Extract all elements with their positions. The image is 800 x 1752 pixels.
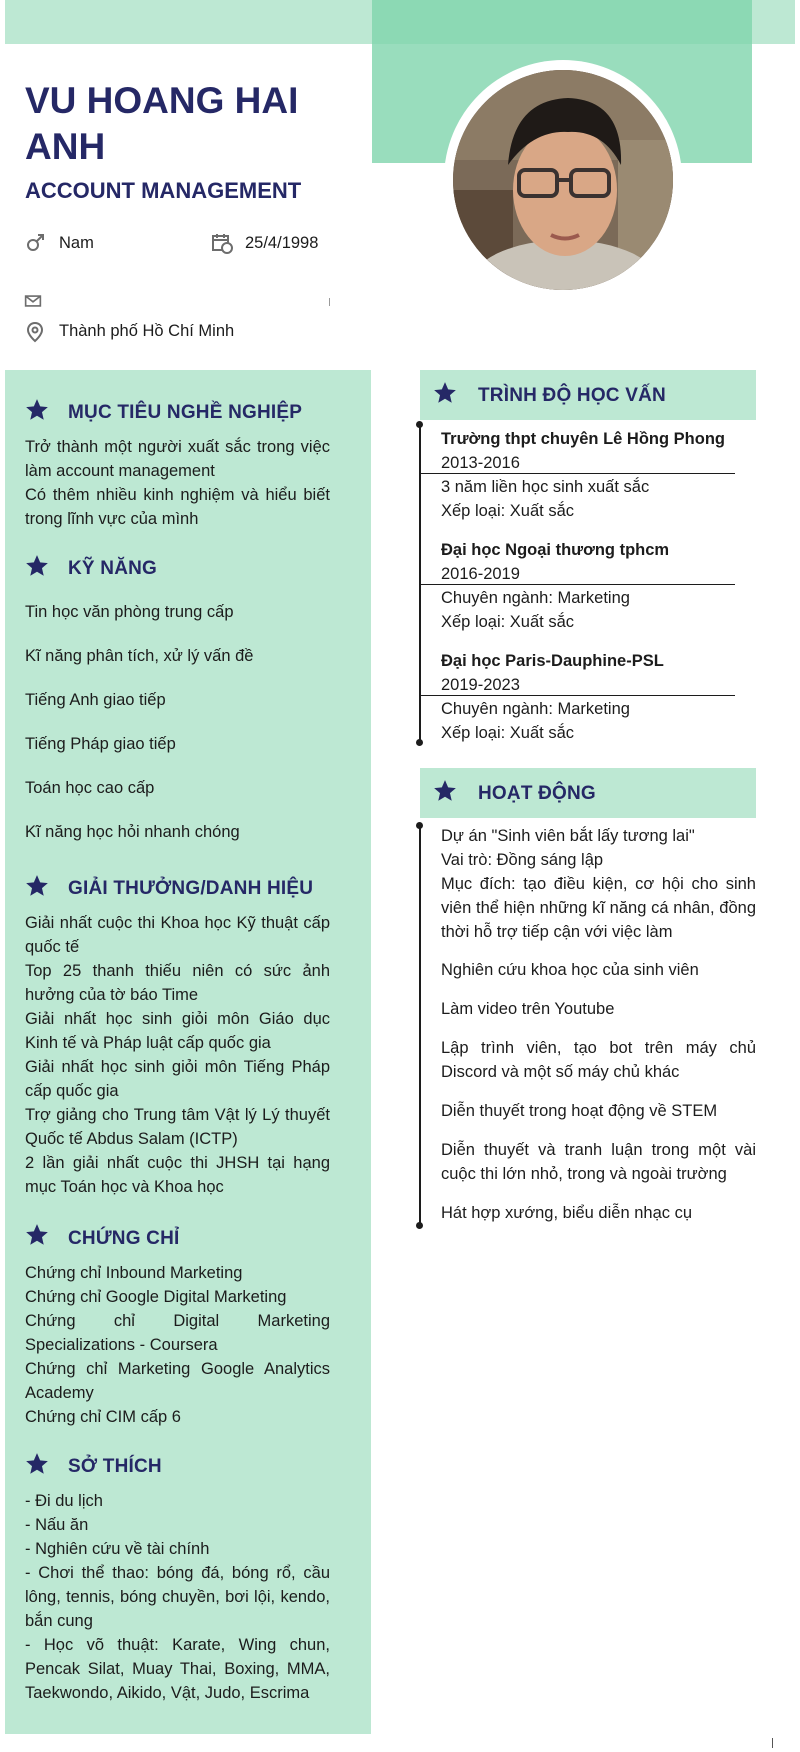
location-value: Thành phố Hồ Chí Minh [59,322,235,340]
activity-item: Lập trình viên, tạo bot trên máy chủ Discord và một số máy chủ khác [441,1039,756,1081]
education-school: Trường thpt chuyên Lê Hồng Phong [441,430,725,448]
timeline-dot [416,421,423,428]
mail-icon [24,292,42,310]
education-entry [441,538,751,586]
activities-timeline [419,825,421,1225]
education-detail: Chuyên ngành: Marketing [441,589,630,607]
star-icon [24,553,50,579]
education-divider [421,473,735,474]
skill-item: Kĩ năng phân tích, xử lý vấn đề [25,647,254,665]
skill-item: Tiếng Anh giao tiếp [25,691,166,709]
activity-project-purpose: Mục đích: tạo điều kiện, cơ hội cho sinh viên thể hiện những kĩ năng cá nhân, đồng thời hỗ trợ tiếp cận với việc làm [441,875,756,941]
education-divider [421,695,735,696]
activity-item: Hát hợp xướng, biểu diễn nhạc cụ [441,1204,693,1222]
star-icon [432,778,458,804]
education-entry [441,649,751,697]
education-detail: 3 năm liền học sinh xuất sắc [441,478,650,496]
gender-value: Nam [59,234,94,252]
education-divider [421,584,735,585]
email-field-end [329,298,330,306]
section-title-activities: HOẠT ĐỘNG [478,783,596,804]
candidate-role: ACCOUNT MANAGEMENT [25,178,302,203]
certificate-item: Chứng chỉ Digital Marketing Specializations - Coursera [25,1312,330,1354]
education-detail: Xếp loại: Xuất sắc [441,724,574,742]
education-detail: Chuyên ngành: Marketing [441,700,630,718]
star-icon [24,1451,50,1477]
activity-project-role: Vai trò: Đồng sáng lập [441,851,604,869]
hobby-item: - Nghiên cứu về tài chính [25,1540,210,1558]
star-icon [24,1222,50,1248]
award-item: Giải nhất học sinh giỏi môn Giáo dục Kinh tế và Pháp luật cấp quốc gia [25,1010,330,1052]
section-title-certificates: CHỨNG CHỈ [68,1228,180,1249]
gender-icon [24,232,46,254]
section-title-skills: KỸ NĂNG [68,558,158,579]
certificate-item: Chứng chỉ Marketing Google Analytics Academy [25,1360,330,1402]
skill-item: Tiếng Pháp giao tiếp [25,735,176,753]
activity-item: Diễn thuyết và tranh luận trong một vài cuộc thi lớn nhỏ, trong và ngoài trường [441,1141,756,1183]
section-title-education: TRÌNH ĐỘ HỌC VẤN [478,385,666,406]
education-details [441,697,751,745]
activity-project [441,824,756,944]
candidate-name: VU HOANG HAI ANH [25,80,299,167]
activity-item: Diễn thuyết trong hoạt động về STEM [441,1102,718,1120]
star-icon [432,380,458,406]
timeline-dot [416,1222,423,1229]
birthday-value: 25/4/1998 [245,234,319,252]
certificate-item: Chứng chỉ CIM cấp 6 [25,1408,181,1426]
education-years: 2019-2023 [441,676,520,694]
award-item: Giải nhất cuộc thi Khoa học Kỹ thuật cấp quốc tế [25,914,330,956]
skill-item: Tin học văn phòng trung cấp [25,603,234,621]
objective-line: Trở thành một người xuất sắc trong việc làm account management [25,438,330,480]
education-details [441,475,751,523]
objective-line: Có thêm nhiều kinh nghiệm và hiểu biết trong lĩnh vực của mình [25,486,330,528]
hobby-item: - Nấu ăn [25,1516,89,1534]
timeline-dot [416,822,423,829]
education-years: 2013-2016 [441,454,520,472]
education-detail: Xếp loại: Xuất sắc [441,613,574,631]
awards-list [25,911,330,1199]
education-school: Đại học Ngoại thương tphcm [441,541,670,559]
section-title-objective: MỤC TIÊU NGHỀ NGHIỆP [68,402,303,423]
timeline-dot [416,739,423,746]
location-pin-icon [24,321,46,343]
skill-item: Kĩ năng học hỏi nhanh chóng [25,823,240,841]
section-title-awards: GIẢI THƯỞNG/DANH HIỆU [68,878,314,899]
award-item: Trợ giảng cho Trung tâm Vật lý Lý thuyết Quốc tế Abdus Salam (ICTP) [25,1106,330,1148]
hobby-item: - Học võ thuật: Karate, Wing chun, Pencak Silat, Muay Thai, Boxing, MMA, Taekwondo, Aikido, Vật, Judo, Escrima [25,1636,330,1702]
hobby-item: - Chơi thể thao: bóng đá, bóng rổ, cầu lông, tennis, bóng chuyền, bơi lội, kendo, bắn cung [25,1564,330,1630]
objective-text [25,435,330,531]
activity-project-name: Dự án "Sinh viên bắt lấy tương lai" [441,827,695,845]
certificate-item: Chứng chỉ Inbound Marketing [25,1264,243,1282]
hobby-item: - Đi du lịch [25,1492,103,1510]
award-item: 2 lần giải nhất cuộc thi JHSH tại hạng mục Toán học và Khoa học [25,1154,330,1196]
activity-item: Làm video trên Youtube [441,1000,615,1018]
hobbies-list [25,1489,330,1705]
certificates-list [25,1261,330,1429]
education-years: 2016-2019 [441,565,520,583]
education-details [441,586,751,634]
page-edge-mark [772,1738,773,1748]
calendar-icon [211,232,233,254]
avatar [453,70,673,290]
activity-item: Nghiên cứu khoa học của sinh viên [441,961,699,979]
star-icon [24,873,50,899]
education-school: Đại học Paris-Dauphine-PSL [441,652,664,670]
award-item: Top 25 thanh thiếu niên có sức ảnh hưởng của tờ báo Time [25,962,330,1004]
education-detail: Xếp loại: Xuất sắc [441,502,574,520]
avatar-portrait-image [453,70,673,290]
certificate-item: Chứng chỉ Google Digital Marketing [25,1288,287,1306]
education-entry [441,427,751,475]
award-item: Giải nhất học sinh giỏi môn Tiếng Pháp cấp quốc gia [25,1058,330,1100]
section-title-hobbies: SỞ THÍCH [68,1456,162,1477]
star-icon [24,397,50,423]
skill-item: Toán học cao cấp [25,779,155,797]
